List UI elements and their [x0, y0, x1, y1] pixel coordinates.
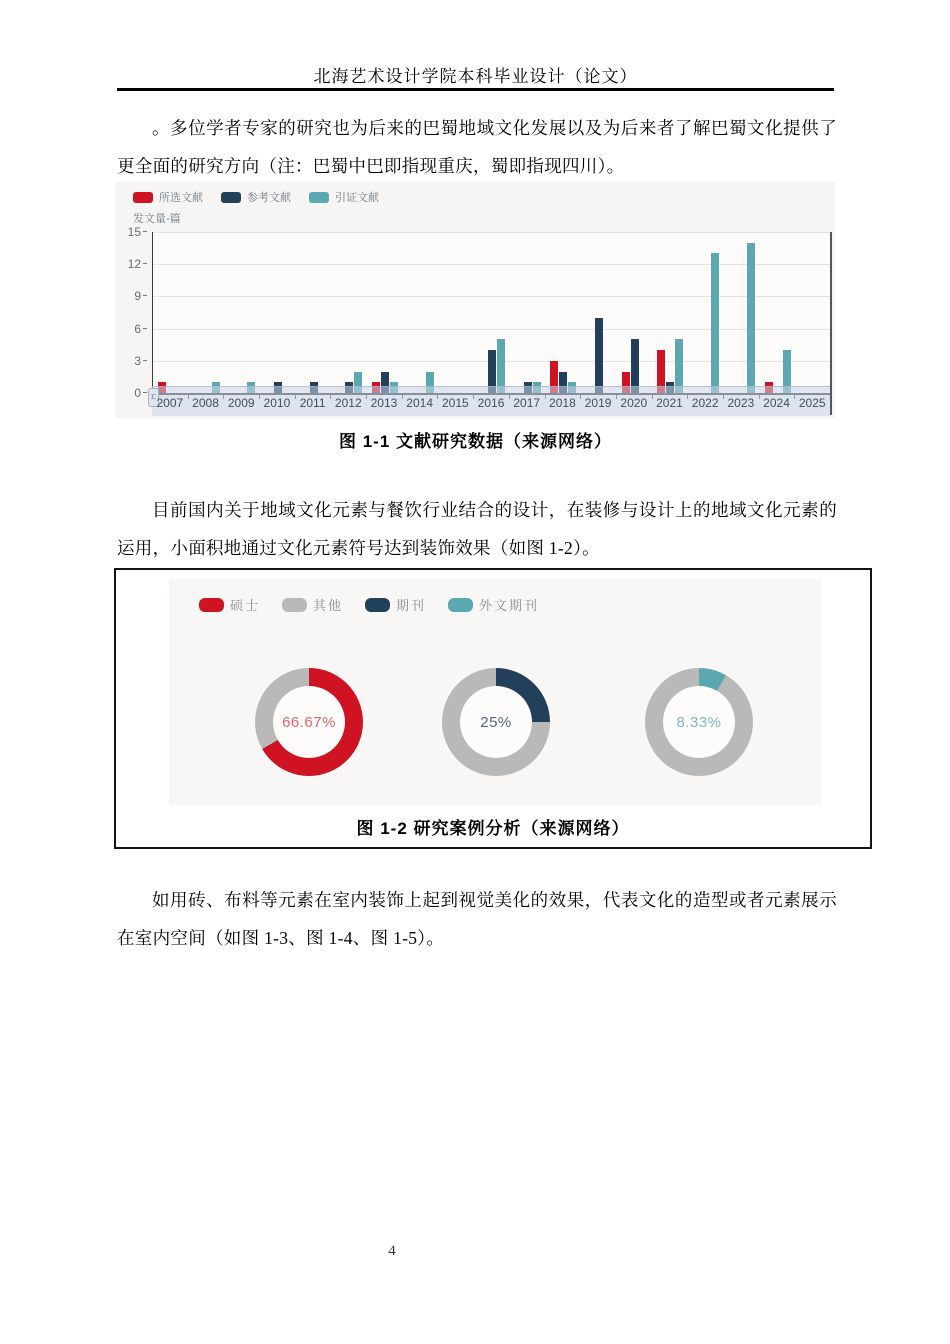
x-axis-labels [152, 396, 830, 410]
x-tick-label: 2015 [441, 396, 469, 410]
bar-group-2021 [653, 232, 689, 393]
bar-chart-legend [133, 189, 379, 205]
x-tick-mark [759, 395, 760, 399]
donut-hole [663, 686, 735, 758]
donut-percentage-label: 25% [480, 713, 512, 731]
figure-1-2-caption: 图 1-2 研究案例分析（来源网络） [356, 819, 630, 838]
bar-group-2017 [510, 232, 546, 393]
bar-group-2008 [189, 232, 225, 393]
bar-group-2020 [617, 232, 653, 393]
bar-plot [152, 232, 831, 395]
donut-journal [442, 668, 550, 776]
figure-1-1-caption: 图 1-1 文献研究数据（来源网络） [338, 432, 613, 451]
donut-percentage-label: 66.67% [282, 713, 336, 731]
legend-item-journal [365, 595, 426, 614]
x-tick-mark [437, 395, 438, 399]
x-tick-mark [580, 395, 581, 399]
bar-引证文献-2021 [675, 339, 683, 393]
figure-1-2-frame [114, 568, 872, 849]
legend-label: 所选文献 [159, 192, 203, 204]
plot-right-edge [830, 232, 832, 415]
x-tick-label: 2017 [513, 396, 541, 410]
bar-group-2011 [296, 232, 332, 393]
x-tick-label: 2023 [727, 396, 755, 410]
y-tick-mark [143, 263, 147, 264]
bar-参考文献-2020 [631, 339, 639, 393]
bar-group-2025 [795, 232, 831, 393]
legend-swatch-teal [309, 192, 329, 203]
x-tick-label: 2007 [156, 396, 184, 410]
legend-label: 其他 [313, 598, 344, 613]
x-tick-mark [509, 395, 510, 399]
donut-chart-legend [199, 595, 539, 614]
donut-hole [273, 686, 345, 758]
bar-group-2010 [260, 232, 296, 393]
legend-swatch-red [133, 192, 153, 203]
legend-item-selected-literature [133, 189, 203, 205]
x-tick-label: 2021 [656, 396, 683, 410]
x-tick-label: 2024 [763, 396, 790, 410]
x-tick-mark [223, 395, 224, 399]
y-tick-label: 12 [127, 257, 141, 272]
x-tick-mark [188, 395, 189, 399]
x-tick-mark [616, 395, 617, 399]
bar-group-2015 [439, 232, 475, 393]
donut-master [255, 668, 363, 776]
bar-引证文献-2023 [747, 243, 755, 393]
bar-引证文献-2016 [497, 339, 505, 393]
x-tick-mark [402, 395, 403, 399]
paragraph-1: 。多位学者专家的研究也为后来的巴蜀地域文化发展以及为后来者了解巴蜀文化提供了更全面的研究方向（注：巴蜀中巴即指现重庆，蜀即指现四川）。 [117, 118, 837, 176]
x-tick-label: 2018 [549, 396, 576, 410]
x-tick-label: 2016 [477, 396, 505, 410]
page-header-title: 北海艺术设计学院本科毕业设计（论文） [313, 67, 638, 86]
donut-percentage-label: 8.33% [676, 713, 722, 731]
figure-1-2-donut-chart [169, 579, 821, 805]
y-axis-title: 发文量-篇 [133, 213, 181, 225]
legend-label: 期刊 [396, 598, 427, 613]
y-tick-label: 9 [134, 289, 141, 304]
legend-item-cited-literature [309, 189, 379, 205]
bar-group-2023 [724, 232, 760, 393]
x-tick-label: 2009 [227, 396, 255, 410]
x-tick-label: 2020 [620, 396, 648, 410]
x-tick-mark [545, 395, 546, 399]
x-tick-mark [473, 395, 474, 399]
x-tick-label: 2012 [334, 396, 362, 410]
bar-group-2012 [331, 232, 367, 393]
legend-item-master [199, 595, 260, 614]
legend-label: 硕士 [230, 598, 261, 613]
x-tick-label: 2013 [370, 396, 398, 410]
bar-group-2013 [367, 232, 403, 393]
legend-item-reference-literature [221, 189, 291, 205]
legend-swatch-navy [221, 192, 241, 203]
x-tick-mark [366, 395, 367, 399]
legend-swatch-red [199, 598, 224, 612]
x-tick-mark [152, 395, 153, 399]
legend-label: 外文期刊 [479, 598, 540, 613]
y-axis-labels [115, 225, 147, 400]
bar-group-2016 [474, 232, 510, 393]
y-tick-mark [143, 231, 147, 232]
y-tick-mark [143, 392, 147, 393]
donut-foreign-journal [645, 668, 753, 776]
y-tick-label: 3 [134, 353, 141, 368]
bar-group-2009 [224, 232, 260, 393]
paragraph-3: 如用砖、布料等元素在室内装饰上起到视觉美化的效果，代表文化的造型或者元素展示在室内空间（如图 1-3、图 1-4、图 1-5）。 [117, 890, 837, 948]
y-tick-mark [143, 360, 147, 361]
y-tick-mark [143, 328, 147, 329]
bar-group-2019 [581, 232, 617, 393]
y-tick-label: 6 [134, 321, 141, 336]
x-tick-mark [723, 395, 724, 399]
bar-group-2022 [688, 232, 724, 393]
legend-label: 参考文献 [247, 192, 291, 204]
x-tick-label: 2022 [691, 396, 719, 410]
donut-hole [460, 686, 532, 758]
paragraph-2: 目前国内关于地域文化元素与餐饮行业结合的设计，在装修与设计上的地域文化元素的运用，小面积地通过文化元素符号达到装饰效果（如图 1-2）。 [117, 500, 837, 558]
x-tick-label: 2008 [192, 396, 219, 410]
header-rule [117, 88, 834, 91]
bar-group-2014 [403, 232, 439, 393]
x-tick-mark [652, 395, 653, 399]
legend-item-foreign-journal [448, 595, 539, 614]
x-tick-mark [259, 395, 260, 399]
y-tick-label: 0 [134, 386, 141, 400]
bar-group-2024 [760, 232, 796, 393]
bar-group-2007 [153, 232, 189, 393]
x-tick-label: 2010 [263, 396, 291, 410]
legend-swatch-gray [282, 598, 307, 612]
bar-引证文献-2022 [711, 253, 719, 393]
page-number: 4 [388, 1243, 396, 1259]
legend-swatch-navy [365, 598, 390, 612]
y-tick-label: 15 [127, 225, 141, 239]
x-tick-label: 2011 [299, 396, 326, 410]
y-tick-mark [143, 295, 147, 296]
figure-1-1-bar-chart [115, 182, 835, 418]
x-tick-mark [794, 395, 795, 399]
x-tick-mark [330, 395, 331, 399]
legend-item-other [282, 595, 343, 614]
x-tick-mark [295, 395, 296, 399]
legend-label: 引证文献 [335, 192, 379, 204]
x-tick-label: 2025 [798, 396, 826, 410]
legend-swatch-teal [448, 598, 473, 612]
bar-series-area [153, 232, 831, 393]
x-tick-label: 2019 [584, 396, 612, 410]
bar-参考文献-2019 [595, 318, 603, 393]
bar-group-2018 [546, 232, 582, 393]
x-tick-label: 2014 [406, 396, 433, 410]
x-tick-mark [687, 395, 688, 399]
